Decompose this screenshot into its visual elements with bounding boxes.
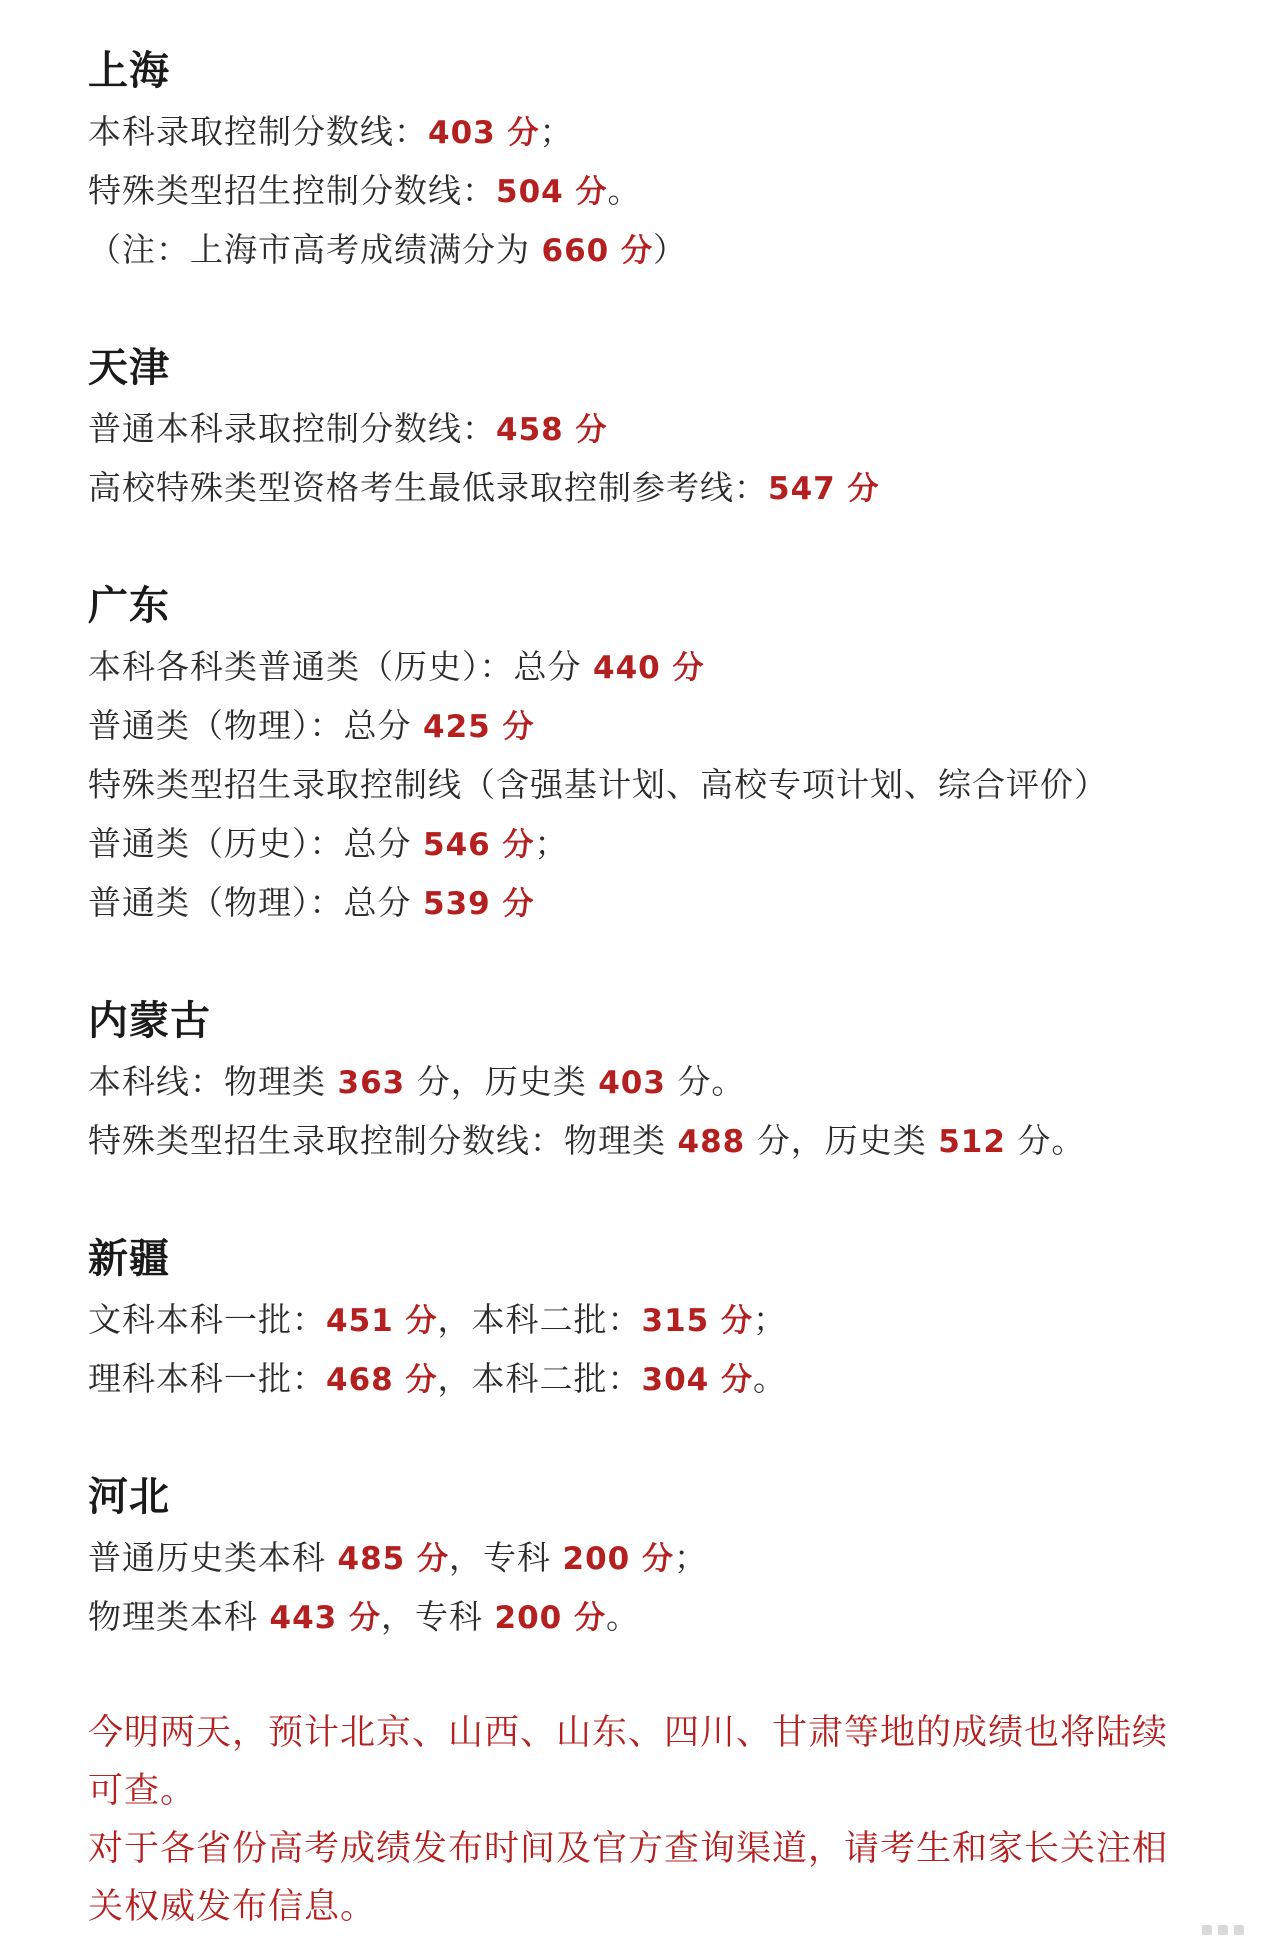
region-section <box>88 1466 1208 1646</box>
score-value: 425 分 <box>423 709 535 745</box>
score-label: 本科线：物理类 <box>88 1062 338 1101</box>
watermark-dots-icon <box>1202 1920 1256 1940</box>
score-line <box>88 873 1208 932</box>
region-title: 新疆 <box>88 1235 170 1282</box>
score-label: 特殊类型招生录取控制线（含强基计划、高校专项计划、综合评价） <box>88 765 1108 804</box>
score-line <box>88 696 1208 755</box>
score-label: ，本科二批： <box>437 1359 642 1398</box>
score-value: 504 分 <box>496 174 608 210</box>
score-line <box>88 755 1208 814</box>
score-line <box>88 637 1208 696</box>
region-sections <box>88 40 1208 1646</box>
notice-line: 可查。 <box>88 1771 197 1811</box>
score-label: ，专科 <box>381 1597 495 1636</box>
score-line <box>88 399 1208 458</box>
score-value: 440 分 <box>593 650 705 686</box>
score-line <box>88 1052 1208 1111</box>
score-value: 451 分 <box>326 1303 438 1339</box>
score-value: 200 分 <box>562 1541 675 1577</box>
score-label: 特殊类型招生录取控制分数线：物理类 <box>88 1121 678 1160</box>
region-section <box>88 575 1208 932</box>
score-label: （注：上海市高考成绩满分为 <box>88 230 542 269</box>
region-section <box>88 990 1208 1170</box>
score-line <box>88 102 1208 161</box>
score-value: 443 分 <box>269 1600 382 1636</box>
score-label: ，本科二批： <box>437 1300 642 1339</box>
score-value: 547 分 <box>768 471 880 507</box>
score-value: 458 分 <box>496 412 608 448</box>
score-label: 分。 <box>665 1062 746 1101</box>
score-label: ； <box>539 112 574 151</box>
score-label: ） <box>653 230 688 269</box>
score-line <box>88 161 1208 220</box>
score-line <box>88 1290 1208 1349</box>
score-line <box>88 1528 1208 1587</box>
score-value: 363 <box>337 1065 406 1101</box>
score-label: 普通历史类本科 <box>88 1538 338 1577</box>
score-value: 403 <box>598 1065 666 1101</box>
score-label: 理科本科一批： <box>88 1359 326 1398</box>
region-section <box>88 1228 1208 1408</box>
score-label: 。 <box>607 171 642 210</box>
score-value: 468 分 <box>326 1362 438 1398</box>
score-label: 文科本科一批： <box>88 1300 326 1339</box>
region-section <box>88 40 1208 279</box>
score-value: 546 分 <box>423 827 535 863</box>
score-label: 本科各科类普通类（历史）：总分 <box>88 647 593 686</box>
notice-line: 关权威发布信息。 <box>88 1887 377 1927</box>
score-label: 分。 <box>1005 1121 1086 1160</box>
score-line <box>88 814 1208 873</box>
score-label: ； <box>534 824 569 863</box>
score-label: 物理类本科 <box>88 1597 270 1636</box>
score-label: 高校特殊类型资格考生最低录取控制参考线： <box>88 468 768 507</box>
score-value: 485 分 <box>337 1541 450 1577</box>
score-label: 特殊类型招生控制分数线： <box>88 171 496 210</box>
score-label: 普通类（历史）：总分 <box>88 824 423 863</box>
score-label: 本科录取控制分数线： <box>88 112 428 151</box>
notice-paragraph <box>88 1704 1208 1936</box>
score-line <box>88 1349 1208 1408</box>
score-label: 普通类（物理）：总分 <box>88 883 423 922</box>
score-line <box>88 220 1208 279</box>
region-section <box>88 337 1208 517</box>
region-title: 内蒙古 <box>88 997 211 1044</box>
score-label: 普通本科录取控制分数线： <box>88 409 496 448</box>
score-label: ； <box>674 1538 709 1577</box>
score-label: 。 <box>753 1359 788 1398</box>
score-value: 660 分 <box>541 233 654 269</box>
score-value: 488 <box>677 1124 746 1160</box>
score-value: 200 分 <box>494 1600 607 1636</box>
region-title: 广东 <box>88 582 170 629</box>
score-line <box>88 1111 1208 1170</box>
notice-line: 今明两天，预计北京、山西、山东、四川、甘肃等地的成绩也将陆续 <box>88 1713 1169 1753</box>
region-title: 上海 <box>88 47 170 94</box>
notice-line: 对于各省份高考成绩发布时间及官方查询渠道，请考生和家长关注相 <box>88 1829 1169 1869</box>
article-body <box>88 40 1208 1936</box>
region-title: 河北 <box>88 1473 170 1520</box>
score-value: 539 分 <box>423 886 535 922</box>
score-value: 304 分 <box>641 1362 754 1398</box>
score-value: 403 分 <box>428 115 540 151</box>
score-label: 分，历史类 <box>405 1062 599 1101</box>
score-label: 普通类（物理）：总分 <box>88 706 423 745</box>
score-label: ，专科 <box>449 1538 563 1577</box>
score-label: ； <box>753 1300 788 1339</box>
score-value: 512 <box>938 1124 1006 1160</box>
score-line <box>88 458 1208 517</box>
score-label: 分，历史类 <box>745 1121 939 1160</box>
region-title: 天津 <box>88 344 170 391</box>
score-line <box>88 1587 1208 1646</box>
score-label: 。 <box>606 1597 641 1636</box>
score-value: 315 分 <box>641 1303 754 1339</box>
